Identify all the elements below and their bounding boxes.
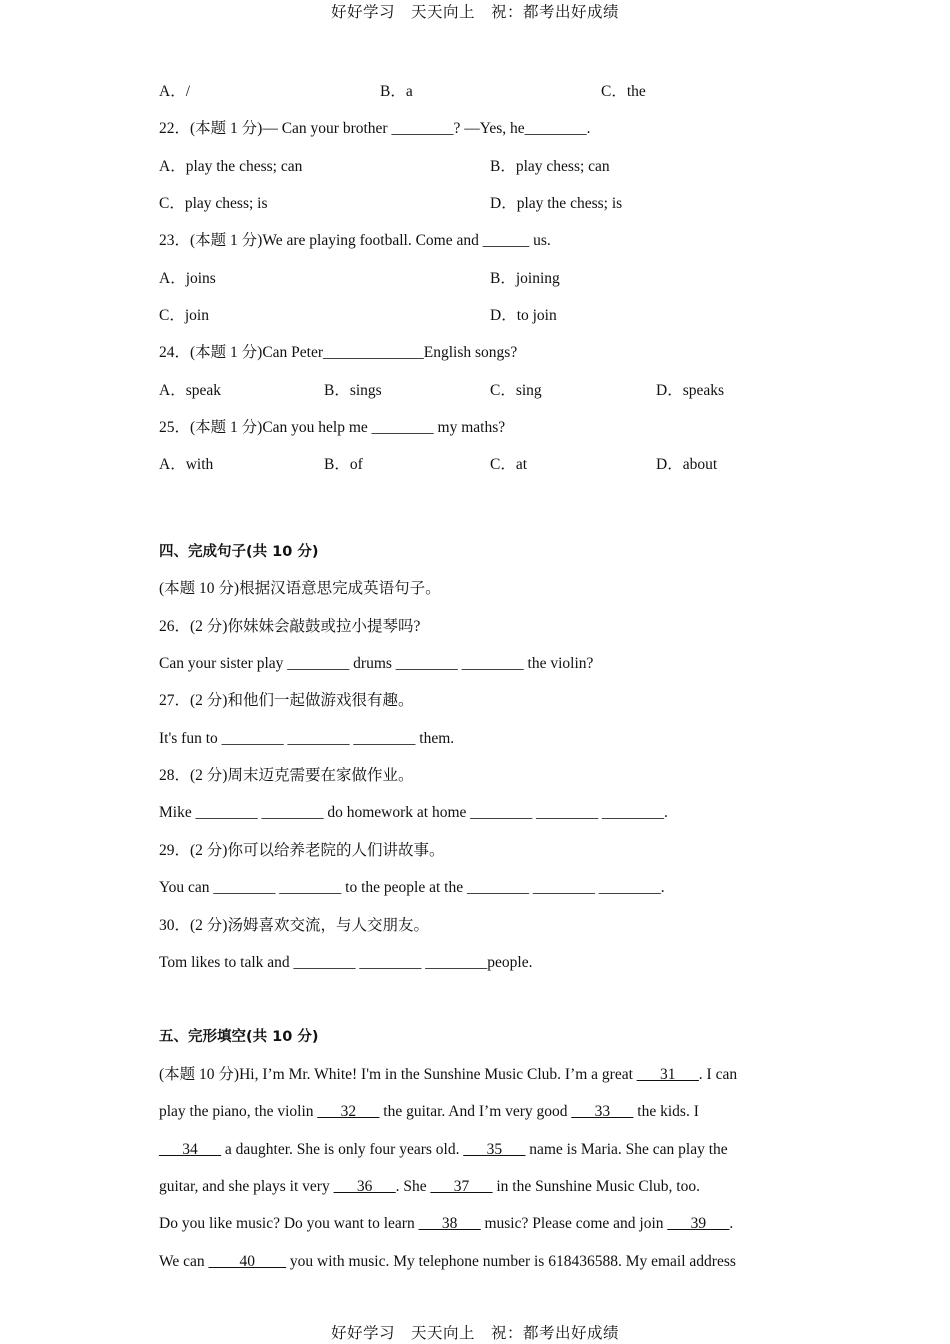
cloze-line — [159, 1214, 733, 1234]
q22-stem: 22．(本题 1 分)— Can your brother ________? —Yes, he________. — [159, 120, 591, 137]
q26-english: Can your sister play ________ drums ________ ________ the violin? — [159, 655, 594, 672]
cloze-blank: ___37___ — [430, 1178, 493, 1195]
q22-option-c: C．play chess; is — [159, 195, 268, 212]
q25-option-d: D．about — [656, 456, 718, 473]
q22-option-a: A．play the chess; can — [159, 158, 303, 175]
cloze-blank: ___35___ — [463, 1141, 526, 1158]
q27-english: It's fun to ________ ________ ________ them. — [159, 730, 455, 747]
cloze-text: you with music. My telephone number is 618436588. My email address — [286, 1253, 736, 1270]
cloze-text: Do you like music? Do you want to learn — [159, 1215, 419, 1232]
cloze-text: guitar, and she plays it very — [159, 1178, 334, 1195]
cloze-text: name is Maria. She can play the — [525, 1141, 728, 1158]
q26-chinese: 26．(2 分)你妹妹会敲鼓或拉小提琴吗? — [159, 618, 421, 635]
q23-option-b: B．joining — [490, 270, 560, 287]
q29-chinese: 29．(2 分)你可以给养老院的人们讲故事。 — [159, 842, 445, 859]
cloze-text: We can — [159, 1253, 209, 1270]
cloze-text: . — [729, 1215, 734, 1232]
cloze-text: . She — [395, 1178, 431, 1195]
q21-option-a: A．/ — [159, 83, 191, 100]
cloze-text: music? Please come and join — [480, 1215, 668, 1232]
q25-option-b: B．of — [324, 456, 363, 473]
q23-stem: 23．(本题 1 分)We are playing football. Come and ______ us. — [159, 232, 551, 249]
q25-option-c: C．at — [490, 456, 528, 473]
q30-english: Tom likes to talk and ________ ________ ________people. — [159, 954, 533, 971]
q27-chinese: 27．(2 分)和他们一起做游戏很有趣。 — [159, 692, 414, 709]
cloze-line — [159, 1065, 737, 1085]
cloze-text: play the piano, the violin — [159, 1103, 318, 1120]
cloze-text: the kids. I — [633, 1103, 699, 1120]
section5-title: 五、完形填空(共 10 分) — [159, 1029, 319, 1045]
cloze-text: in the Sunshine Music Club, too. — [492, 1178, 700, 1195]
q24-option-b: B．sings — [324, 382, 382, 399]
cloze-blank: ___36___ — [333, 1178, 396, 1195]
cloze-text: . I can — [698, 1066, 738, 1083]
q24-option-c: C．sing — [490, 382, 542, 399]
q23-option-c: C．join — [159, 307, 209, 324]
cloze-blank: ___34___ — [159, 1141, 221, 1158]
q24-option-a: A．speak — [159, 382, 221, 399]
q23-option-a: A．joins — [159, 270, 216, 287]
q28-english: Mike ________ ________ do homework at home ________ ________ ________. — [159, 804, 668, 821]
q24-option-d: D．speaks — [656, 382, 725, 399]
cloze-blank: ___33___ — [571, 1103, 634, 1120]
cloze-line — [159, 1140, 728, 1160]
q21-option-c: C．the — [601, 83, 646, 100]
q25-stem: 25．(本题 1 分)Can you help me ________ my maths? — [159, 419, 506, 436]
q29-english: You can ________ ________ to the people at the ________ ________ ________. — [159, 879, 665, 896]
cloze-blank: ___31___ — [636, 1066, 699, 1083]
q25-option-a: A．with — [159, 456, 214, 473]
q21-option-b: B．a — [380, 83, 413, 100]
q28-chinese: 28．(2 分)周末迈克需要在家做作业。 — [159, 767, 414, 784]
cloze-text: (本题 10 分)Hi, I’m Mr. White! I'm in the Sunshine Music Club. I’m a great — [159, 1066, 637, 1083]
section4-intro: (本题 10 分)根据汉语意思完成英语句子。 — [159, 580, 441, 597]
q24-stem: 24．(本题 1 分)Can Peter_____________English songs? — [159, 344, 518, 361]
section4-title: 四、完成句子(共 10 分) — [159, 544, 319, 560]
q22-option-b: B．play chess; can — [490, 158, 610, 175]
cloze-blank: ___39___ — [667, 1215, 730, 1232]
cloze-blank: ____40____ — [208, 1253, 287, 1270]
cloze-blank: ___32___ — [317, 1103, 380, 1120]
cloze-line — [159, 1177, 700, 1197]
cloze-line — [159, 1102, 699, 1122]
page-footer: 好好学习 天天向上 祝：都考出好成绩 — [330, 1324, 619, 1342]
cloze-blank: ___38___ — [418, 1215, 481, 1232]
q30-chinese: 30．(2 分)汤姆喜欢交流，与人交朋友。 — [159, 917, 429, 934]
page-header: 好好学习 天天向上 祝：都考出好成绩 — [330, 3, 619, 21]
q22-option-d: D．play the chess; is — [490, 195, 623, 212]
cloze-line — [159, 1252, 736, 1272]
q23-option-d: D．to join — [490, 307, 557, 324]
cloze-text: the guitar. And I’m very good — [379, 1103, 572, 1120]
cloze-text: a daughter. She is only four years old. — [221, 1141, 464, 1158]
